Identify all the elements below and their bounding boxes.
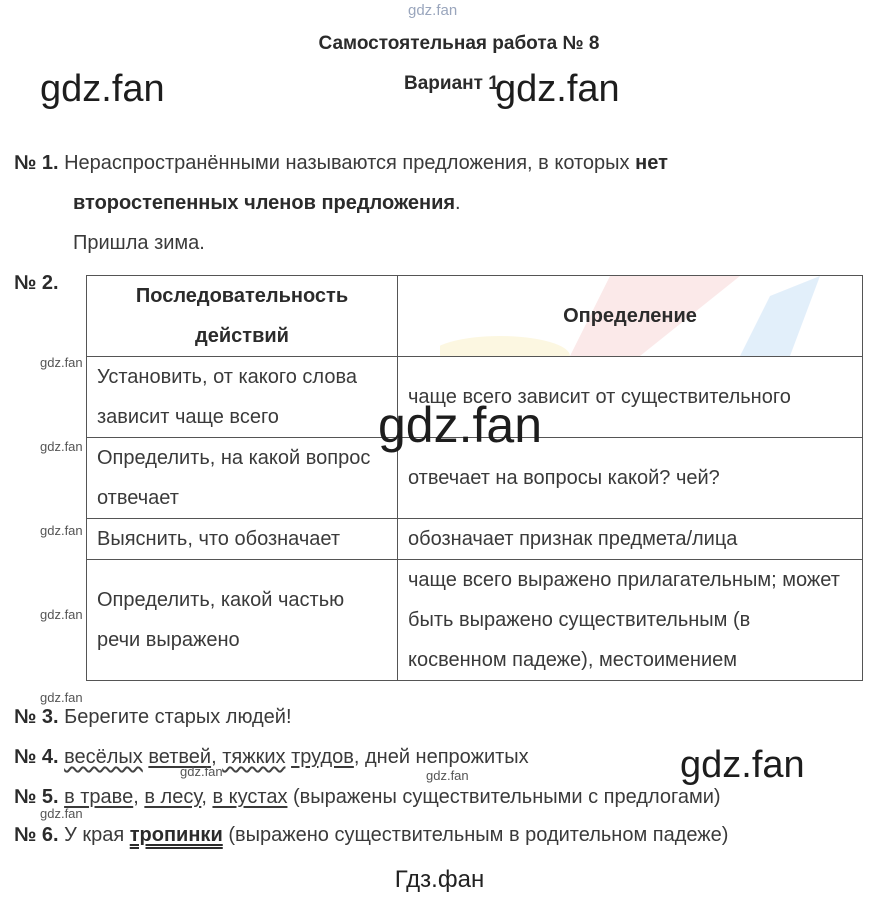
watermark-small: gdz.fan — [426, 768, 469, 783]
page-title: Самостоятельная работа № 8 — [318, 33, 600, 54]
task1-example: Пришла зима. — [73, 232, 205, 254]
task6-rest: (выражено существительным в родительном падеже) — [228, 824, 729, 846]
table-header-actions: Последовательность действий — [87, 276, 398, 357]
task1-number: № 1. — [14, 152, 59, 174]
watermark-bottom-right: gdz.fan — [680, 744, 805, 786]
task4-rest: , дней непрожитых — [353, 746, 529, 768]
watermark-small: gdz.fan — [40, 355, 83, 370]
task3-text: Берегите старых людей! — [64, 706, 292, 728]
table-header-definition: Определение — [398, 276, 863, 357]
table-cell-definition: обозначает признак предмета/лица — [398, 519, 863, 560]
task6-word: тропинки — [129, 824, 223, 846]
task4-line — [14, 746, 529, 769]
watermark-small: gdz.fan — [40, 690, 83, 705]
task1-line2 — [73, 192, 461, 215]
watermark-small: gdz.fan — [40, 439, 83, 454]
table-cell-action: Выяснить, что обозначает — [87, 519, 398, 560]
variant-label: Вариант 1 — [404, 73, 499, 94]
task6-line — [14, 824, 728, 847]
table-header-row — [87, 276, 863, 357]
task4-word-2: ветвей — [148, 746, 212, 768]
task5-number: № 5. — [14, 786, 59, 808]
table-cell-action: Определить, на какой вопрос отвечает — [87, 438, 398, 519]
watermark-center: gdz.fan — [378, 397, 543, 453]
watermark-small: gdz.fan — [40, 607, 83, 622]
footer-text: Гдз.фан — [394, 866, 485, 893]
task4-number: № 4. — [14, 746, 59, 768]
task5-phrase-1: в траве — [64, 786, 134, 808]
table-cell-definition: чаще всего зависит от существительного — [398, 357, 863, 438]
task1-text: Нераспространёнными называются предложения, в которых — [64, 152, 630, 174]
task4-word-4: трудов — [291, 746, 354, 768]
task1-bold-2: второстепенных членов предложения — [73, 192, 456, 214]
task2-number: № 2. — [14, 272, 59, 294]
task3-line — [14, 706, 292, 729]
task5-line: № 5. в траве, в лесу, в кустах (выражены существительными с предлогами) — [14, 786, 721, 808]
task1-period: . — [455, 192, 461, 214]
watermark-left: gdz.fan — [40, 68, 165, 110]
task1-bold-1: нет — [635, 152, 668, 174]
task6-before: У края — [64, 824, 125, 846]
table-row — [87, 519, 863, 560]
watermark-right: gdz.fan — [495, 68, 620, 110]
watermark-small: gdz.fan — [40, 523, 83, 538]
task5-rest: (выражены существительными с предлогами) — [293, 786, 721, 808]
watermark-small: gdz.fan — [40, 806, 83, 821]
watermark-top: gdz.fan — [408, 2, 458, 19]
table-cell-definition: отвечает на вопросы какой? чей? — [398, 438, 863, 519]
watermark-small: gdz.fan — [180, 764, 223, 779]
table-cell-action: Установить, от какого слова зависит чаще всего — [87, 357, 398, 438]
table-cell-definition: чаще всего выражено прилагательным; может быть выражено существительным (в косвенном падеже), местоимением — [398, 560, 863, 681]
task4-word-1: весёлых — [64, 746, 143, 768]
task3-number: № 3. — [14, 706, 59, 728]
task5-phrase-2: в лесу — [144, 786, 202, 808]
task1-line1 — [14, 152, 668, 175]
table-row — [87, 560, 863, 681]
table-cell-action: Определить, какой частью речи выражено — [87, 560, 398, 681]
task4-sep: , — [211, 746, 217, 768]
task5-phrase-3: в кустах — [212, 786, 288, 808]
definition-table — [86, 275, 863, 681]
task4-word-3: тяжких — [222, 746, 286, 768]
task6-number: № 6. — [14, 824, 59, 846]
